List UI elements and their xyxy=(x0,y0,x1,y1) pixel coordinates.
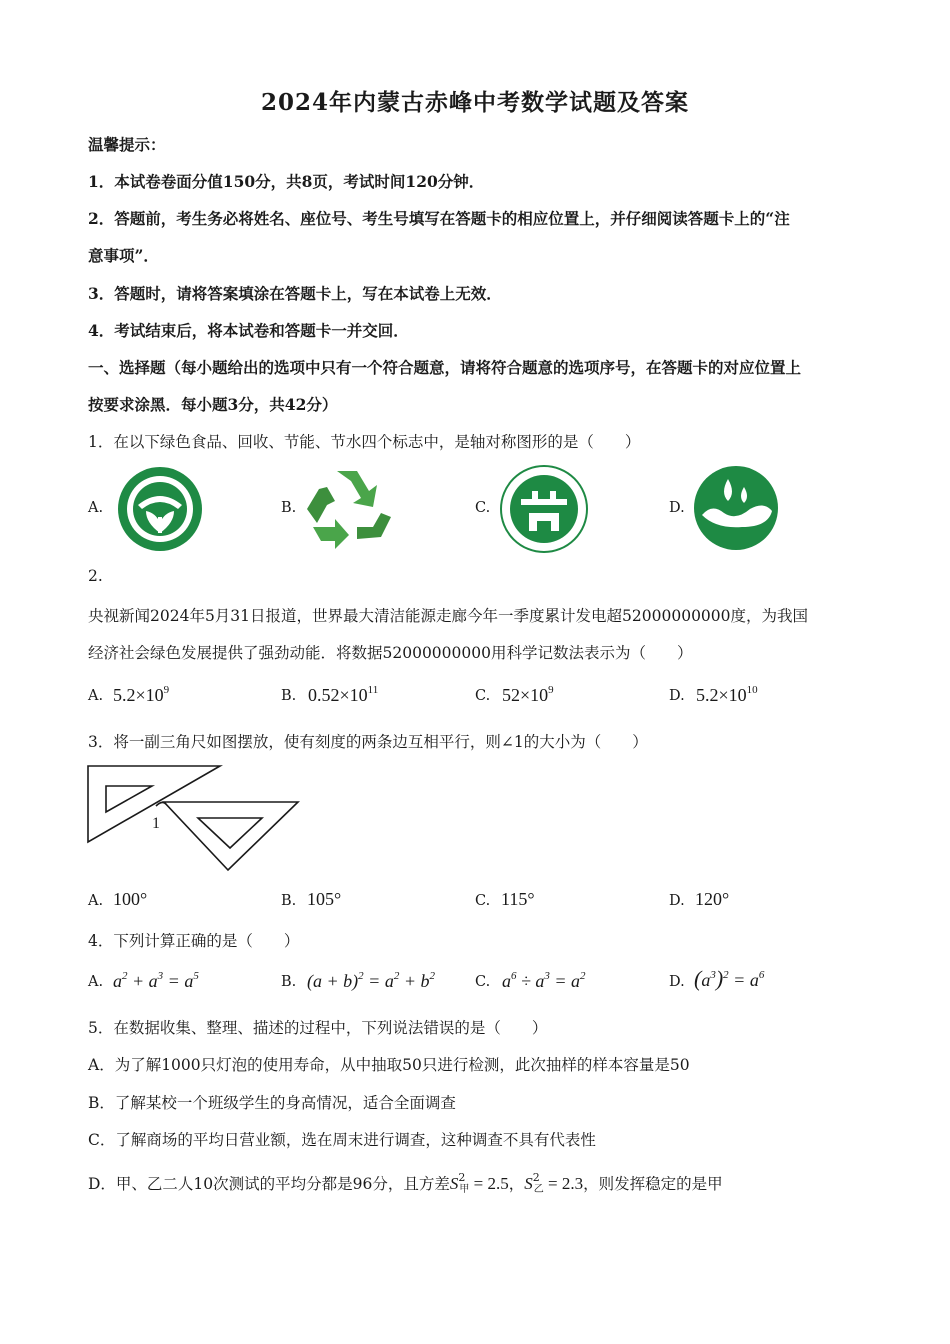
q2-option-b: $0.52\times 10^{11}$ xyxy=(308,684,379,705)
q4-label-a: A. xyxy=(88,974,104,990)
q3-option-a: 100° xyxy=(113,889,148,909)
notice-item-4: 4．考试结束后，将本试卷和答题卡一并交回． xyxy=(88,321,409,340)
q4-label-b: B. xyxy=(281,974,297,990)
q1-stem: 1．在以下绿色食品、回收、节能、节水四个标志中，是轴对称图形的是（ ） xyxy=(88,433,641,451)
q2-number: 2. xyxy=(88,567,103,585)
q1-label-b: B. xyxy=(281,500,297,516)
q2-line-2: 经济社会绿色发展提供了强劲动能．将数据52000000000用科学记数法表示为（ ） xyxy=(88,644,693,662)
q4-label-d: D. xyxy=(669,974,685,990)
notice-item-2: 2．答题前，考生务必将姓名、座位号、考生号填写在答题卡的相应位置上，并仔细阅读答题卡上的“注 xyxy=(88,209,790,228)
q4-stem: 4．下列计算正确的是（ ） xyxy=(88,932,300,950)
q3-stem: 3．将一副三角尺如图摆放，使有刻度的两条边互相平行，则∠1的大小为（ ） xyxy=(88,733,648,751)
q2-option-c: $52\times 10^9$ xyxy=(502,684,554,705)
q2-label-d: D. xyxy=(669,688,685,704)
q1-label-c: C. xyxy=(475,500,491,516)
q5-stem: 5．在数据收集、整理、描述的过程中，下列说法错误的是（ ） xyxy=(88,1019,548,1037)
q3-label-c: C. xyxy=(475,893,491,909)
recycle-logo-icon xyxy=(305,465,395,550)
q3-option-d: 120° xyxy=(695,889,730,909)
q4-label-c: C. xyxy=(475,974,491,990)
q4-option-b: $(a + b)^2 = a^2 + b^2$ xyxy=(307,970,435,991)
q3-option-b: 105° xyxy=(307,889,342,909)
q1-label-a: A. xyxy=(88,500,104,516)
page-title: 2024年内蒙古赤峰中考数学试题及答案 xyxy=(260,89,689,116)
green-food-logo-icon xyxy=(116,465,204,553)
q1-label-d: D. xyxy=(669,500,685,516)
notice-item-3: 3．答题时，请将答案填涂在答题卡上，写在本试卷上无效． xyxy=(88,284,502,303)
q2-label-a: A. xyxy=(88,688,104,704)
q2-option-d: $5.2\times 10^{10}$ xyxy=(696,684,758,705)
q4-option-c: $a^6 \div a^3 = a^2$ xyxy=(502,970,586,991)
q2-label-c: C. xyxy=(475,688,491,704)
q3-label-b: B. xyxy=(281,893,297,909)
q2-option-a: $5.2\times 10^9$ xyxy=(113,684,170,705)
q4-option-d: $(a^3)^2 = a^6$ xyxy=(694,966,765,991)
q3-label-d: D. xyxy=(669,893,685,909)
notice-heading: 温馨提示： xyxy=(88,135,166,154)
notice-item-1: 1．本试卷卷面分值150分，共8页，考试时间120分钟． xyxy=(88,172,485,191)
energy-saving-logo-icon xyxy=(499,465,589,553)
q2-line-1: 央视新闻2024年5月31日报道，世界最大清洁能源走廊今年一季度累计发电超52000000000度，为我国 xyxy=(88,607,809,625)
q3-label-a: A. xyxy=(88,893,104,909)
q5-option-a: A．为了解1000只灯泡的使用寿命，从中抽取50只进行检测，此次抽样的样本容量是50 xyxy=(88,1056,690,1074)
q2-label-b: B. xyxy=(281,688,297,704)
q5-option-d: D．甲、乙二人10次测试的平均分都是96分，且方差$S^2_甲 = 2.5$，$S^2_乙 = 2.3$，则发挥稳定的是甲 xyxy=(88,1171,723,1195)
notice-item-2-cont: 意事项”． xyxy=(88,246,159,265)
angle-1-label: 1 xyxy=(152,815,160,832)
section-heading: 一、选择题（每小题给出的选项中只有一个符合题意，请将符合题意的选项序号，在答题卡的对应位置上 xyxy=(88,358,802,377)
q5-option-c: C．了解商场的平均日营业额，选在周末进行调查，这种调查不具有代表性 xyxy=(88,1131,596,1149)
section-heading-cont: 按要求涂黑．每小题3分，共42分） xyxy=(88,395,338,414)
water-saving-logo-icon xyxy=(692,465,780,551)
triangle-rulers-figure xyxy=(86,762,302,874)
q5-option-b: B．了解某校一个班级学生的身高情况，适合全面调查 xyxy=(88,1094,456,1112)
q4-option-a: $a^2 + a^3 = a^5$ xyxy=(113,970,199,991)
q3-option-c: 115° xyxy=(501,889,535,909)
